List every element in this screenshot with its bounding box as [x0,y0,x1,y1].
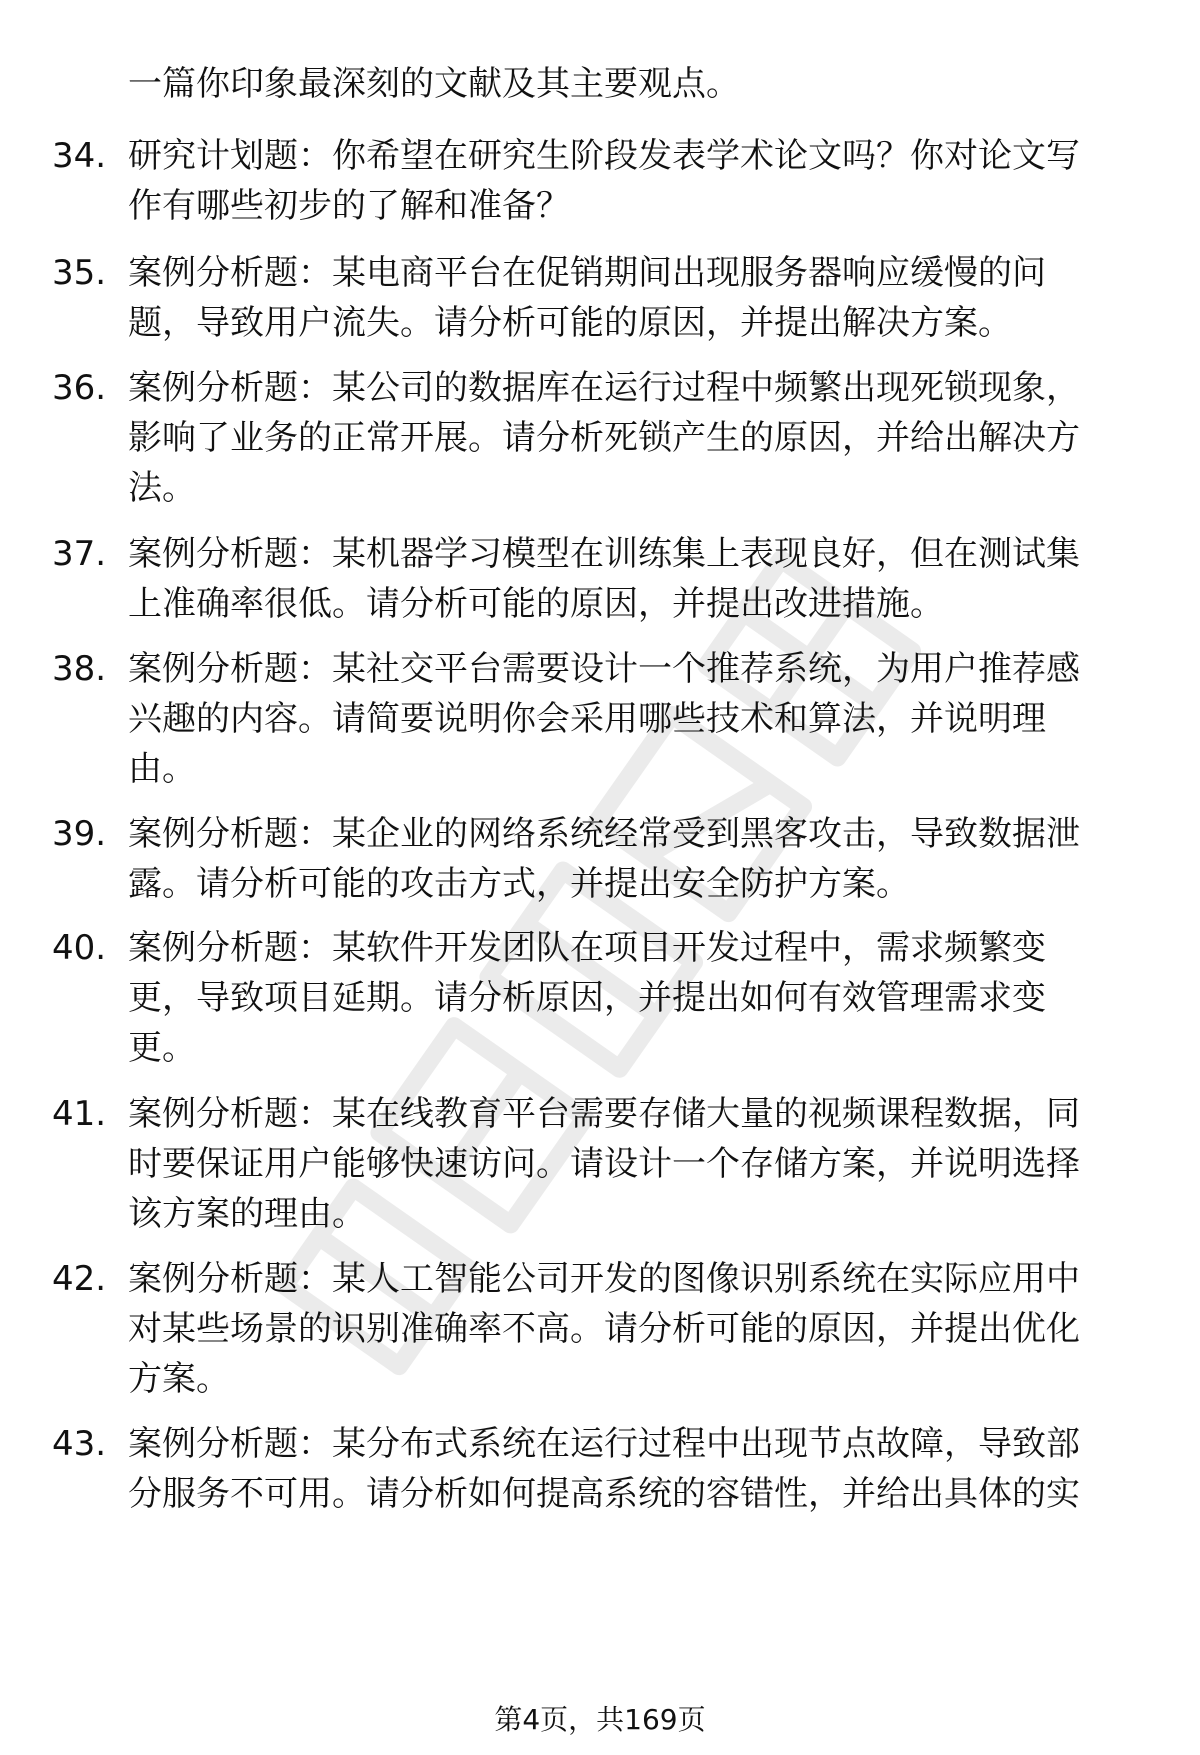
question-line: 案例分析题：某企业的网络系统经常受到黑客攻击，导致数据泄 [128,814,1080,854]
question-line: 对某些场景的识别准确率不高。请分析可能的原因，并提出优化 [128,1309,1080,1349]
page-number-footer: 第4页，共169页 [494,1703,706,1736]
question-number: 35. [52,253,107,293]
question-line: 案例分析题：某电商平台在促销期间出现服务器响应缓慢的问 [128,253,1046,293]
question-line: 更，导致项目延期。请分析原因，并提出如何有效管理需求变 [128,978,1046,1018]
question-number: 34. [52,136,107,176]
question-line: 影响了业务的正常开展。请分析死锁产生的原因，并给出解决方 [128,418,1080,458]
question-number: 36. [52,368,107,408]
continuation-line: 一篇你印象最深刻的文献及其主要观点。 [128,64,740,104]
question-line: 由。 [128,749,196,789]
question-line: 兴趣的内容。请简要说明你会采用哪些技术和算法，并说明理 [128,699,1046,739]
question-number: 42. [52,1259,107,1299]
question-line: 研究计划题：你希望在研究生阶段发表学术论文吗？你对论文写 [128,136,1080,176]
question-line: 案例分析题：某分布式系统在运行过程中出现节点故障，导致部 [128,1424,1080,1464]
question-line: 该方案的理由。 [128,1194,366,1234]
question-number: 43. [52,1424,107,1464]
question-line: 案例分析题：某社交平台需要设计一个推荐系统，为用户推荐感 [128,649,1080,689]
question-number: 40. [52,928,107,968]
question-line: 题，导致用户流失。请分析可能的原因，并提出解决方案。 [128,303,1012,343]
question-line: 更。 [128,1028,196,1068]
question-line: 案例分析题：某软件开发团队在项目开发过程中，需求频繁变 [128,928,1046,968]
question-number: 41. [52,1094,107,1134]
question-number: 39. [52,814,107,854]
question-line: 时要保证用户能够快速访问。请设计一个存储方案，并说明选择 [128,1144,1080,1184]
question-line: 案例分析题：某公司的数据库在运行过程中频繁出现死锁现象， [128,368,1080,408]
question-line: 案例分析题：某机器学习模型在训练集上表现良好，但在测试集 [128,534,1080,574]
question-line: 案例分析题：某人工智能公司开发的图像识别系统在实际应用中 [128,1259,1080,1299]
question-line: 上准确率很低。请分析可能的原因，并提出改进措施。 [128,584,944,624]
question-line: 露。请分析可能的攻击方式，并提出安全防护方案。 [128,864,910,904]
question-number: 38. [52,649,107,689]
question-line: 方案。 [128,1359,230,1399]
question-line: 案例分析题：某在线教育平台需要存储大量的视频课程数据，同 [128,1094,1080,1134]
question-line: 作有哪些初步的了解和准备？ [128,186,570,226]
question-line: 法。 [128,468,196,508]
question-line: 分服务不可用。请分析如何提高系统的容错性，并给出具体的实 [128,1474,1080,1514]
question-number: 37. [52,534,107,574]
